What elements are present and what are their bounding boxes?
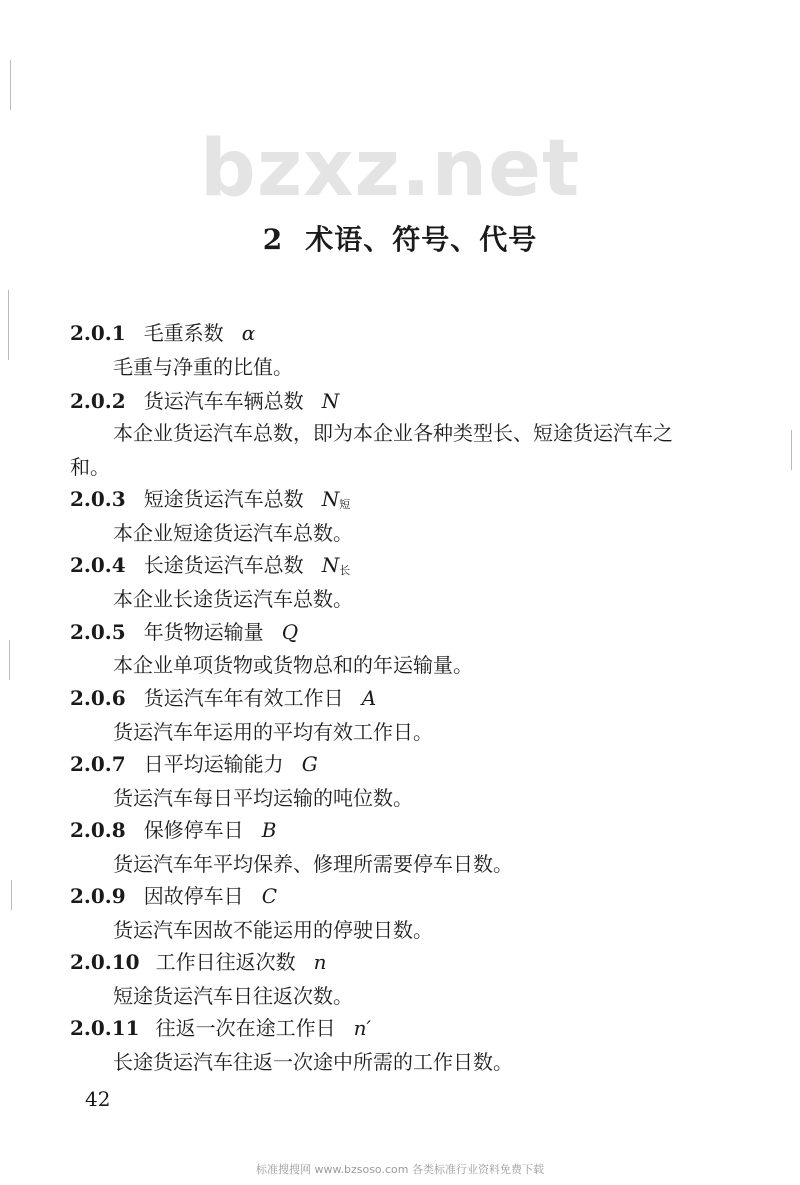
term-heading bbox=[70, 553, 350, 577]
term-symbol: $N_短$ bbox=[321, 487, 351, 511]
term-name: 保修停车日 bbox=[143, 818, 244, 842]
term-code: 2.0.11 bbox=[70, 1016, 140, 1040]
scan-edge-mark bbox=[11, 880, 12, 910]
term-symbol: α bbox=[241, 321, 256, 345]
term-symbol: G bbox=[301, 752, 318, 776]
term-definition: 货运汽车因故不能运用的停驶日数。 bbox=[113, 918, 433, 942]
term-symbol: C bbox=[261, 884, 277, 908]
term-name: 日平均运输能力 bbox=[143, 752, 284, 776]
term-heading bbox=[70, 321, 255, 345]
term-symbol: Q bbox=[281, 620, 299, 644]
term-definition: 毛重与净重的比值。 bbox=[113, 355, 293, 379]
term-heading bbox=[70, 686, 376, 710]
term-heading bbox=[70, 818, 276, 842]
term-code: 2.0.3 bbox=[70, 487, 126, 511]
chapter-number: 2 bbox=[262, 223, 284, 256]
term-name: 短途货运汽车总数 bbox=[143, 487, 304, 511]
term-definition: 本企业货运汽车总数，即为本企业各种类型长、短途货运汽车之和。 bbox=[70, 421, 673, 479]
term-definition: 货运汽车年运用的平均有效工作日。 bbox=[113, 720, 433, 744]
term-definition: 短途货运汽车日往返次数。 bbox=[113, 984, 353, 1008]
term-symbol-subscript: 长 bbox=[339, 564, 351, 577]
footer-note: 标准搜搜网 www.bzsoso.com 各类标准行业资料免费下载 bbox=[256, 1163, 544, 1176]
term-code: 2.0.9 bbox=[70, 884, 126, 908]
scan-edge-mark bbox=[791, 430, 792, 470]
term-definition: 本企业单项货物或货物总和的年运输量。 bbox=[113, 653, 473, 677]
term-heading bbox=[70, 950, 326, 974]
term-heading bbox=[70, 884, 277, 908]
term-code: 2.0.5 bbox=[70, 620, 126, 644]
term-heading bbox=[70, 752, 318, 776]
term-code: 2.0.10 bbox=[70, 950, 140, 974]
term-name: 因故停车日 bbox=[143, 884, 244, 908]
term-symbol: $N_长$ bbox=[321, 553, 351, 577]
term-definition: 货运汽车每日平均运输的吨位数。 bbox=[113, 786, 413, 810]
term-symbol: n bbox=[313, 950, 327, 974]
term-heading bbox=[70, 620, 298, 644]
term-name: 往返一次在途工作日 bbox=[155, 1016, 336, 1040]
term-symbol: B bbox=[261, 818, 277, 842]
term-definition: 货运汽车年平均保养、修理所需要停车日数。 bbox=[113, 852, 513, 876]
term-symbol: N bbox=[321, 389, 340, 413]
term-symbol-subscript: 短 bbox=[339, 498, 351, 511]
term-code: 2.0.8 bbox=[70, 818, 126, 842]
term-name: 货运汽车年有效工作日 bbox=[143, 686, 344, 710]
scan-edge-mark bbox=[8, 290, 9, 360]
scan-edge-mark bbox=[9, 640, 10, 680]
chapter-title bbox=[0, 218, 800, 258]
term-code: 2.0.1 bbox=[70, 321, 126, 345]
term-name: 货运汽车车辆总数 bbox=[143, 389, 304, 413]
term-code: 2.0.2 bbox=[70, 389, 126, 413]
term-code: 2.0.7 bbox=[70, 752, 126, 776]
term-definition: 本企业短途货运汽车总数。 bbox=[113, 521, 353, 545]
term-name: 年货物运输量 bbox=[143, 620, 264, 644]
term-definition: 本企业长途货运汽车总数。 bbox=[113, 587, 353, 611]
term-code: 2.0.4 bbox=[70, 553, 126, 577]
term-name: 毛重系数 bbox=[143, 321, 224, 345]
term-definition: 长途货运汽车往返一次途中所需的工作日数。 bbox=[113, 1050, 513, 1074]
term-symbol: A bbox=[361, 686, 377, 710]
chapter-title-text: 术语、符号、代号 bbox=[305, 223, 538, 256]
scan-edge-mark bbox=[10, 60, 11, 110]
term-name: 长途货运汽车总数 bbox=[143, 553, 304, 577]
term-heading bbox=[70, 487, 350, 511]
watermark: bzxz.net bbox=[200, 124, 581, 214]
term-code: 2.0.6 bbox=[70, 686, 126, 710]
page-number: 42 bbox=[85, 1087, 111, 1111]
term-heading bbox=[70, 389, 339, 413]
term-symbol: n′ bbox=[353, 1016, 372, 1040]
term-heading bbox=[70, 1016, 371, 1040]
term-name: 工作日往返次数 bbox=[155, 950, 296, 974]
